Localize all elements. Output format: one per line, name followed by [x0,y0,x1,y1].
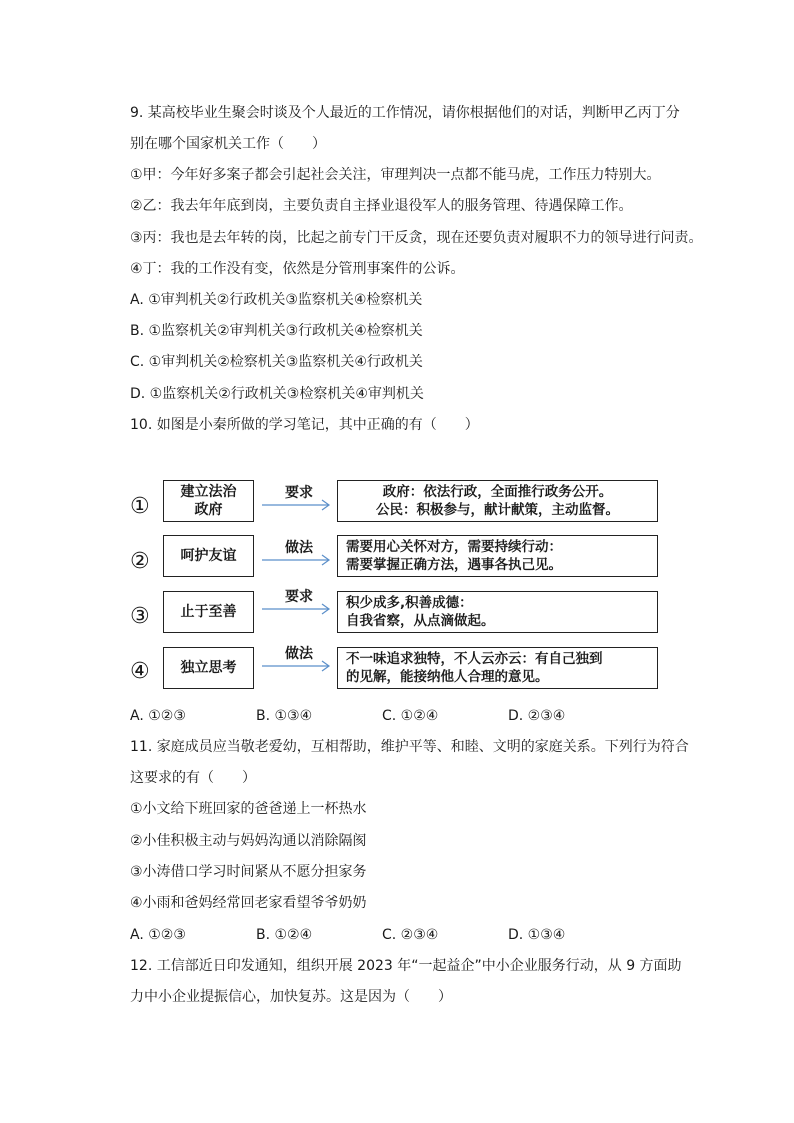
q10-option-c: C. ①②④ [382,708,439,724]
q10-stem: 10. 如图是小秦所做的学习笔记，其中正确的有（ ） [130,417,479,433]
row2-arrow-icon [262,554,332,566]
row2-arrow-label: 做法 [285,540,313,556]
q11-statement-2: ②小佳积极主动与妈妈沟通以消除隔阂 [130,833,367,849]
q10-option-b: B. ①③④ [256,708,313,724]
q9-statement-4: ④丁：我的工作没有变，依然是分管刑事案件的公诉。 [130,261,465,277]
row3-arrow-icon [262,603,332,615]
row3-topic-line1: 止于至善 [180,604,237,620]
row1-topic-line2: 政府 [194,502,223,518]
q11-statement-3: ③小涛借口学习时间紧从不愿分担家务 [130,864,367,880]
q9-statement-3: ③丙：我也是去年转的岗，比起之前专门干反贪，现在还要负责对履职不力的领导进行问责。 [130,230,703,246]
q9-option-c: C. ①审判机关②检察机关③监察机关④行政机关 [130,354,423,370]
q12-stem-line2: 力中小企业提振信心，加快复苏。这是因为（ ） [130,989,452,1005]
q9-option-a: A. ①审判机关②行政机关③监察机关④检察机关 [130,292,423,308]
row3-number: ③ [130,604,150,629]
row2-content-line2: 需要掌握正确方法，遇事各执己见。 [346,557,562,573]
row2-content-line1: 需要用心关怀对方，需要持续行动： [346,539,562,555]
row3-content-line1: 积少成多,积善成德： [346,595,473,611]
q11-option-d: D. ①③④ [508,927,566,943]
row1-arrow-icon [262,499,332,511]
q9-option-b: B. ①监察机关②审判机关③行政机关④检察机关 [130,323,423,339]
row1-number: ① [130,494,150,519]
row3-content-line2: 自我省察，从点滴做起。 [346,613,495,629]
row4-topic-line1: 独立思考 [180,660,237,676]
q11-statement-1: ①小文给下班回家的爸爸递上一杯热水 [130,801,367,817]
q12-stem-line1: 12. 工信部近日印发通知，组织开展 2023 年“一起益企”中小企业服务行动，从 9 方面助 [130,958,682,974]
row3-arrow-label: 要求 [285,589,313,605]
row2-content-box [337,535,658,577]
row1-topic-line1: 建立法治 [180,484,237,500]
row3-topic-box [163,591,254,633]
q9-stem-line2: 别在哪个国家机关工作（ ） [130,136,326,152]
q9-statement-2: ②乙：我去年年底到岗，主要负责自主择业退役军人的服务管理、待遇保障工作。 [130,198,633,214]
row4-number: ④ [130,659,150,684]
row3-content-box [337,591,658,633]
q10-option-d: D. ②③④ [508,708,566,724]
q10-option-a: A. ①②③ [130,708,186,724]
row2-topic-box [163,535,254,577]
q9-option-d: D. ①监察机关②行政机关③检察机关④审判机关 [130,386,424,402]
q11-stem-line2: 这要求的有（ ） [130,770,256,786]
q11-option-c: C. ②③④ [382,927,439,943]
q9-statement-1: ①甲：今年好多案子都会引起社会关注，审理判决一点都不能马虎，工作压力特别大。 [130,167,661,183]
row1-content-line1: 政府：依法行政，全面推行政务公开。 [382,484,613,500]
row1-content-line2: 公民：积极参与，献计献策，主动监督。 [376,502,619,518]
q11-option-b: B. ①②④ [256,927,313,943]
row4-content-line1: 不一味追求独特，不人云亦云：有自己独到 [346,651,603,667]
row1-topic-box [163,480,254,522]
q11-option-a: A. ①②③ [130,927,186,943]
row2-topic-line1: 呵护友谊 [180,548,237,564]
q9-stem-line1: 9. 某高校毕业生聚会时谈及个人最近的工作情况，请你根据他们的对话，判断甲乙丙丁分 [130,105,680,121]
row1-content-box [337,480,658,522]
row4-content-line2: 的见解，能接纳他人合理的意见。 [346,669,549,685]
q11-stem-line1: 11. 家庭成员应当敬老爱幼，互相帮助，维护平等、和睦、文明的家庭关系。下列行为符合 [130,739,689,755]
row4-content-box [337,647,658,689]
q11-statement-4: ④小雨和爸妈经常回老家看望爷爷奶奶 [130,895,367,911]
row1-arrow-label: 要求 [285,485,313,501]
row4-topic-box [163,647,254,689]
row2-number: ② [130,549,150,574]
row4-arrow-label: 做法 [285,646,313,662]
row4-arrow-icon [262,660,332,672]
